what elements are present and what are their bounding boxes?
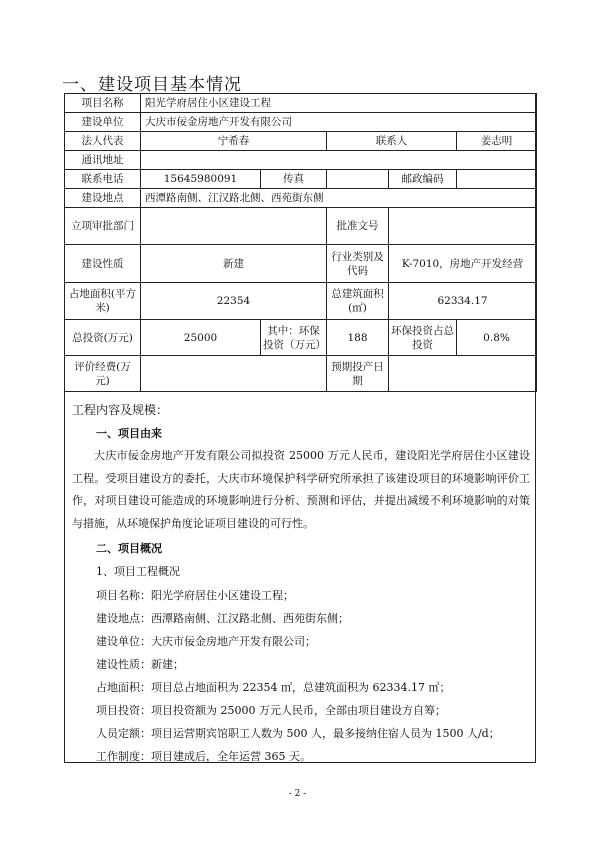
- table-row: [65, 320, 537, 356]
- postcode-label: 邮政编码: [389, 170, 457, 189]
- content-section-title: 工程内容及规模：: [72, 403, 169, 417]
- contact-value: 姜志明: [457, 132, 537, 151]
- builder-label: 建设单位: [65, 113, 141, 132]
- industry-value: K-7010，房地产开发经营: [389, 245, 537, 283]
- address-label: 通讯地址: [65, 151, 141, 170]
- legal-rep-value: 宁希春: [141, 132, 327, 151]
- site-label: 建设地点: [65, 189, 141, 208]
- env-ratio-label: 环保投资占总投资: [389, 320, 457, 356]
- table-row: [65, 208, 537, 245]
- phone-value: 15645980091: [141, 170, 261, 189]
- table-row: [65, 132, 537, 151]
- legal-rep-label: 法人代表: [65, 132, 141, 151]
- address-value: [141, 151, 537, 170]
- subsection-origin: 一、项目由来: [96, 427, 162, 440]
- list-item: 人员定额：项目运营期宾馆职工人数为 500 人，最多接纳住宿人员为 1500 人/d；: [96, 727, 500, 740]
- table-row: [65, 113, 537, 132]
- page-number: - 2 -: [288, 789, 307, 799]
- approval-no-value: [389, 208, 537, 245]
- project-name-label: 项目名称: [65, 94, 141, 113]
- table-row: [65, 94, 537, 113]
- approval-dept-label: 立项审批部门: [65, 208, 141, 245]
- approval-no-label: 批准文号: [327, 208, 389, 245]
- env-ratio-value: 0.8%: [457, 320, 537, 356]
- floor-area-value: 62334.17: [389, 283, 537, 320]
- builder-value: 大庆市佞金房地产开发有限公司: [141, 113, 537, 132]
- list-item: 项目名称：阳光学府居住小区建设工程；: [96, 589, 294, 602]
- fax-label: 传真: [261, 170, 327, 189]
- section-heading: 一、建设项目基本情况: [62, 75, 242, 95]
- table-row: [65, 356, 537, 392]
- origin-paragraph: 大庆市佞金房地产开发有限公司拟投资 25000 万元人民币，建设阳光学府居住小区建设工程。受项目建设方的委托，大庆市环境保护科学研究所承担了该建设项目的环境影响评价工作，对项目建设可能造成的环境影响进行分析、预测和评估，并提出减缓不利环境影响的对策与措施，从环境保护角度论证项目建设的可行性。: [72, 449, 530, 530]
- list-item: 工作制度：项目建成后，全年运营 365 天。: [96, 750, 311, 763]
- land-area-value: 22354: [141, 283, 327, 320]
- table-row: [65, 245, 537, 283]
- list-item: 占地面积：项目总占地面积为 22354 ㎡，总建筑面积为 62334.17 ㎡；: [96, 681, 451, 694]
- list-item: 建设性质：新建；: [96, 658, 184, 671]
- overview-heading: 1、项目工程概况: [96, 565, 180, 578]
- start-date-value: [389, 356, 537, 392]
- site-value: 西潭路南侧、江汉路北侧、西苑街东侧: [141, 189, 537, 208]
- start-date-label: 预期投产日期: [327, 356, 389, 392]
- table-row: [65, 283, 537, 320]
- env-invest-label: 其中：环保投资（万元）: [261, 320, 327, 356]
- nature-label: 建设性质: [65, 245, 141, 283]
- table-row: [65, 170, 537, 189]
- floor-area-label: 总建筑面积(㎡): [327, 283, 389, 320]
- list-item: 建设地点：西潭路南侧、江汉路北侧、西苑街东侧；: [96, 612, 349, 625]
- investment-label: 总投资(万元): [65, 320, 141, 356]
- list-item: 项目投资：项目投资额为 25000 万元人民币，全部由项目建设方自筹；: [96, 704, 446, 717]
- approval-dept-value: [141, 208, 327, 245]
- table-row: [65, 189, 537, 208]
- fax-value: [327, 170, 389, 189]
- land-area-label: 占地面积(平方米): [65, 283, 141, 320]
- env-invest-value: 188: [327, 320, 389, 356]
- table-row: [65, 151, 537, 170]
- contact-label: 联系人: [327, 132, 457, 151]
- project-name-value: 阳光学府居住小区建设工程: [141, 94, 537, 113]
- assess-fee-label: 评价经费(万元): [65, 356, 141, 392]
- nature-value: 新建: [141, 245, 327, 283]
- subsection-overview: 二、项目概况: [96, 542, 162, 555]
- postcode-value: [457, 170, 537, 189]
- phone-label: 联系电话: [65, 170, 141, 189]
- assess-fee-value: [141, 356, 327, 392]
- investment-value: 25000: [141, 320, 261, 356]
- list-item: 建设单位：大庆市佞金房地产开发有限公司；: [96, 635, 316, 648]
- industry-label: 行业类别及代码: [327, 245, 389, 283]
- project-info-table: [64, 93, 537, 392]
